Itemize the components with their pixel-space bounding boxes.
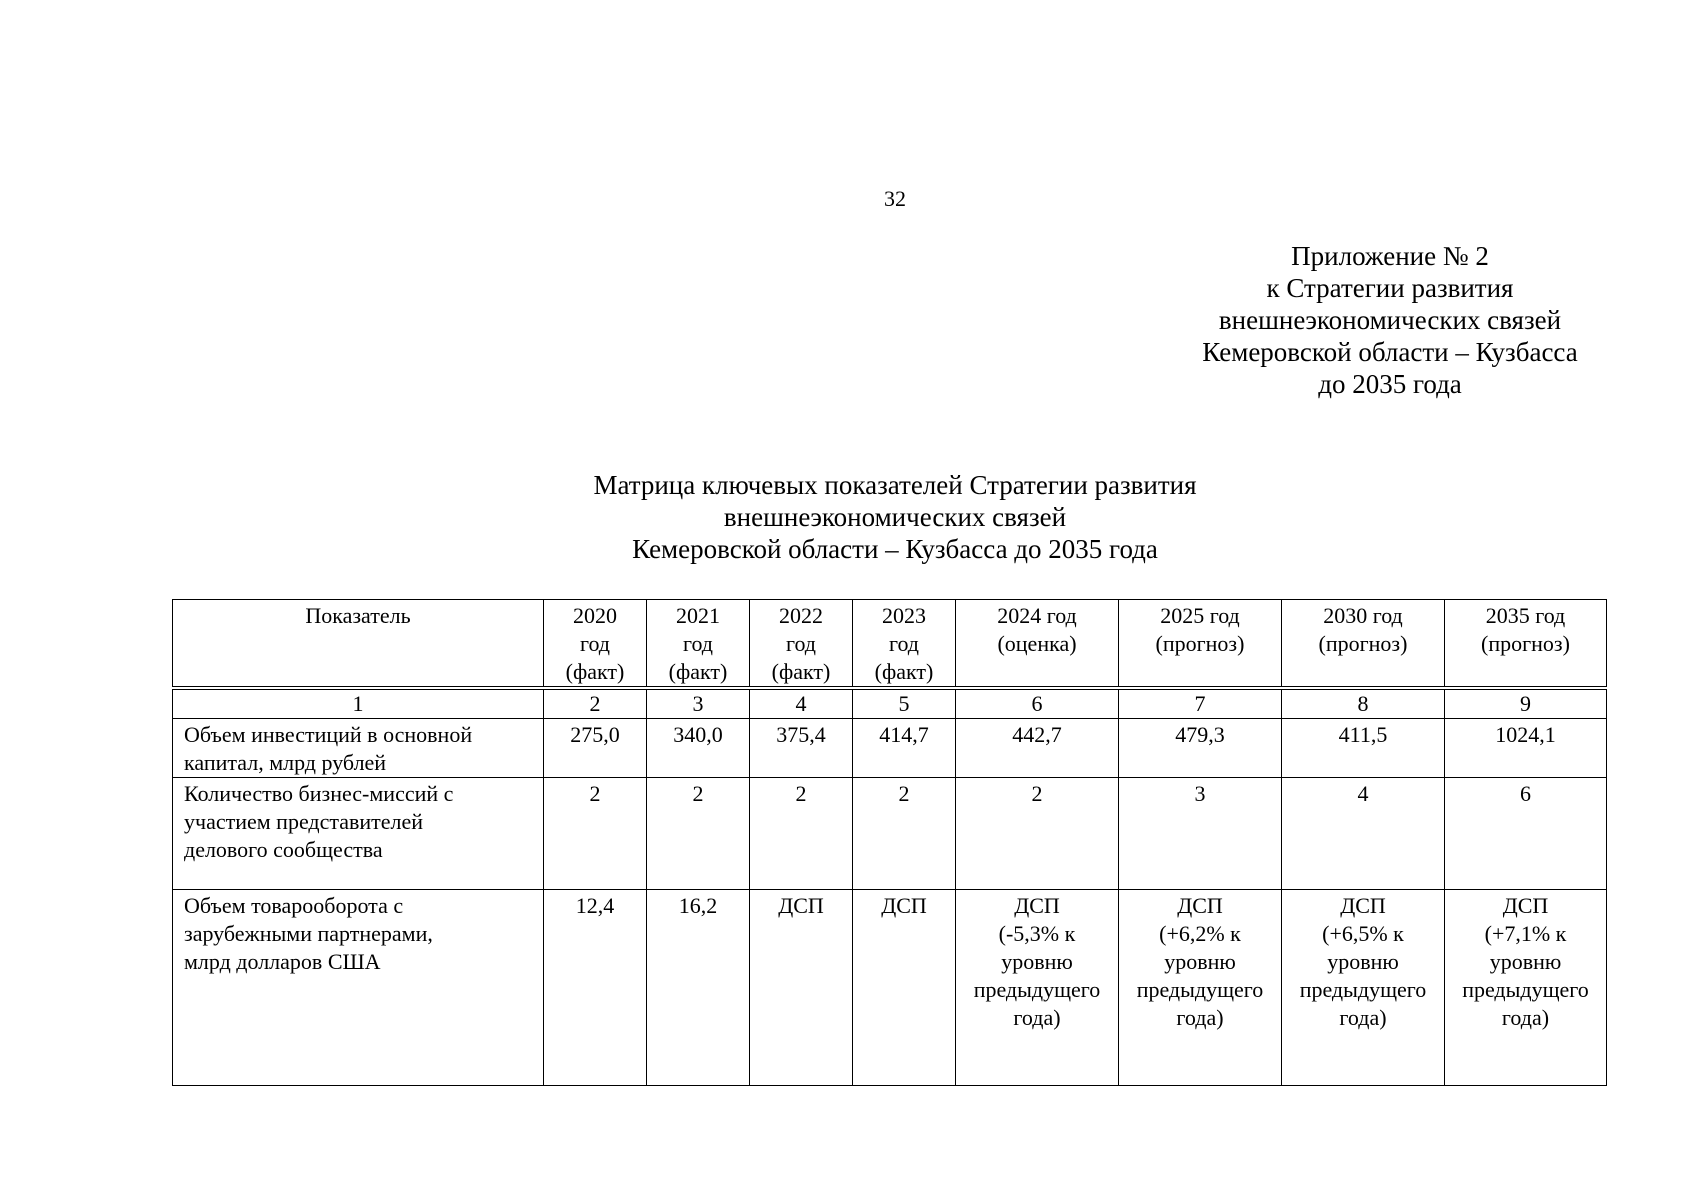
forecast-line: уровню (1489, 949, 1562, 974)
column-number: 8 (1282, 688, 1445, 719)
column-number: 2 (544, 688, 647, 719)
appendix-note (1160, 240, 1620, 400)
header-kind: (факт) (874, 659, 934, 684)
forecast-line: уровню (1164, 949, 1236, 974)
forecast-line: ДСП (1502, 893, 1549, 918)
column-number: 3 (647, 688, 750, 719)
value-cell: 2 (750, 778, 853, 890)
value-cell: 2 (956, 778, 1119, 890)
header-cell-2024 (956, 600, 1119, 689)
indicator-line: млрд долларов США (184, 949, 381, 974)
appendix-line: внешнеэкономических связей (1218, 305, 1562, 335)
column-number: 5 (853, 688, 956, 719)
indicator-line: Объем товарооборота с (184, 893, 404, 918)
forecast-line: ДСП (1340, 893, 1386, 918)
forecast-cell-2024 (956, 890, 1119, 1086)
document-title (470, 469, 1320, 565)
appendix-line: Кемеровской области – Кузбасса (1202, 337, 1578, 367)
header-row (173, 600, 1607, 689)
header-unit: год (579, 631, 611, 656)
column-number: 1 (173, 688, 544, 719)
value-cell: 2 (544, 778, 647, 890)
header-cell-2022 (750, 600, 853, 689)
forecast-line: ДСП (1014, 893, 1060, 918)
header-kind: (прогноз) (1155, 631, 1245, 656)
header-year: 2030 год (1323, 603, 1403, 628)
header-cell-2020 (544, 600, 647, 689)
value-cell: 275,0 (544, 719, 647, 778)
forecast-line: года) (1013, 1005, 1061, 1030)
value-cell: ДСП (750, 890, 853, 1086)
forecast-line: ДСП (1177, 893, 1223, 918)
header-cell-2030 (1282, 600, 1445, 689)
forecast-line: уровню (1327, 949, 1399, 974)
header-year: 2035 год (1485, 603, 1566, 628)
forecast-line: предыдущего (1462, 977, 1589, 1002)
value-cell: 479,3 (1119, 719, 1282, 778)
indicator-line: делового сообщества (184, 837, 383, 862)
header-cell-2025 (1119, 600, 1282, 689)
value-cell: 16,2 (647, 890, 750, 1086)
header-kind: (прогноз) (1481, 631, 1570, 656)
value-cell: 1024,1 (1445, 719, 1607, 778)
column-number: 4 (750, 688, 853, 719)
header-year: 2021 (676, 603, 720, 628)
header-unit: год (682, 631, 714, 656)
header-cell-indicator (173, 600, 544, 689)
forecast-line: предыдущего (1299, 977, 1427, 1002)
indicators-matrix-table (172, 599, 1607, 1086)
indicator-cell (173, 890, 544, 1086)
value-cell: ДСП (853, 890, 956, 1086)
forecast-line: предыдущего (1136, 977, 1264, 1002)
header-year: 2022 (779, 603, 823, 628)
indicator-line: зарубежными партнерами, (184, 921, 433, 946)
header-kind: (оценка) (997, 631, 1077, 656)
header-text: Показатель (305, 603, 411, 628)
forecast-cell-2035 (1445, 890, 1607, 1086)
value-cell: 414,7 (853, 719, 956, 778)
appendix-line: к Стратегии развития (1266, 273, 1514, 303)
forecast-line: (+7,1% к (1484, 921, 1567, 946)
header-kind: (факт) (771, 659, 831, 684)
forecast-line: предыдущего (973, 977, 1101, 1002)
title-line: внешнеэкономических связей (723, 502, 1067, 532)
value-cell: 2 (853, 778, 956, 890)
forecast-line: (+6,5% к (1322, 921, 1404, 946)
header-kind: (факт) (668, 659, 728, 684)
forecast-cell-2025 (1119, 890, 1282, 1086)
indicator-line: капитал, млрд рублей (184, 750, 387, 775)
header-year: 2024 год (997, 603, 1077, 628)
header-kind: (факт) (565, 659, 625, 684)
indicator-line: участием представителей (184, 809, 424, 834)
page-number: 32 (884, 186, 906, 211)
header-cell-2021 (647, 600, 750, 689)
forecast-line: года) (1339, 1005, 1387, 1030)
column-numbers-row (173, 688, 1607, 719)
value-cell: 2 (647, 778, 750, 890)
value-cell: 375,4 (750, 719, 853, 778)
header-year: 2025 год (1160, 603, 1240, 628)
header-year: 2023 (882, 603, 926, 628)
forecast-line: уровню (1001, 949, 1073, 974)
forecast-line: (-5,3% к (998, 921, 1076, 946)
header-unit: год (785, 631, 817, 656)
header-cell-2023 (853, 600, 956, 689)
value-cell: 340,0 (647, 719, 750, 778)
table-row-business-missions (173, 778, 1607, 890)
title-line: Кемеровской области – Кузбасса до 2035 года (632, 534, 1158, 564)
title-line: Матрица ключевых показателей Стратегии развития (593, 470, 1197, 500)
header-year: 2020 (573, 603, 617, 628)
table-row-investments (173, 719, 1607, 778)
column-number: 7 (1119, 688, 1282, 719)
column-number: 9 (1445, 688, 1607, 719)
indicator-line: Количество бизнес-миссий с (184, 781, 454, 806)
header-unit: год (888, 631, 920, 656)
forecast-line: года) (1176, 1005, 1224, 1030)
column-number: 6 (956, 688, 1119, 719)
value-cell: 12,4 (544, 890, 647, 1086)
value-cell: 442,7 (956, 719, 1119, 778)
forecast-line: (+6,2% к (1159, 921, 1241, 946)
value-cell: 4 (1282, 778, 1445, 890)
appendix-line: Приложение № 2 (1291, 241, 1489, 271)
value-cell: 6 (1445, 778, 1607, 890)
indicator-cell (173, 778, 544, 890)
header-kind: (прогноз) (1318, 631, 1408, 656)
indicator-cell (173, 719, 544, 778)
table-row-trade-turnover (173, 890, 1607, 1086)
appendix-line: до 2035 года (1318, 369, 1462, 399)
forecast-cell-2030 (1282, 890, 1445, 1086)
forecast-line: года) (1501, 1005, 1550, 1030)
value-cell: 411,5 (1282, 719, 1445, 778)
value-cell: 3 (1119, 778, 1282, 890)
header-cell-2035 (1445, 600, 1607, 689)
indicator-line: Объем инвестиций в основной (184, 722, 473, 747)
